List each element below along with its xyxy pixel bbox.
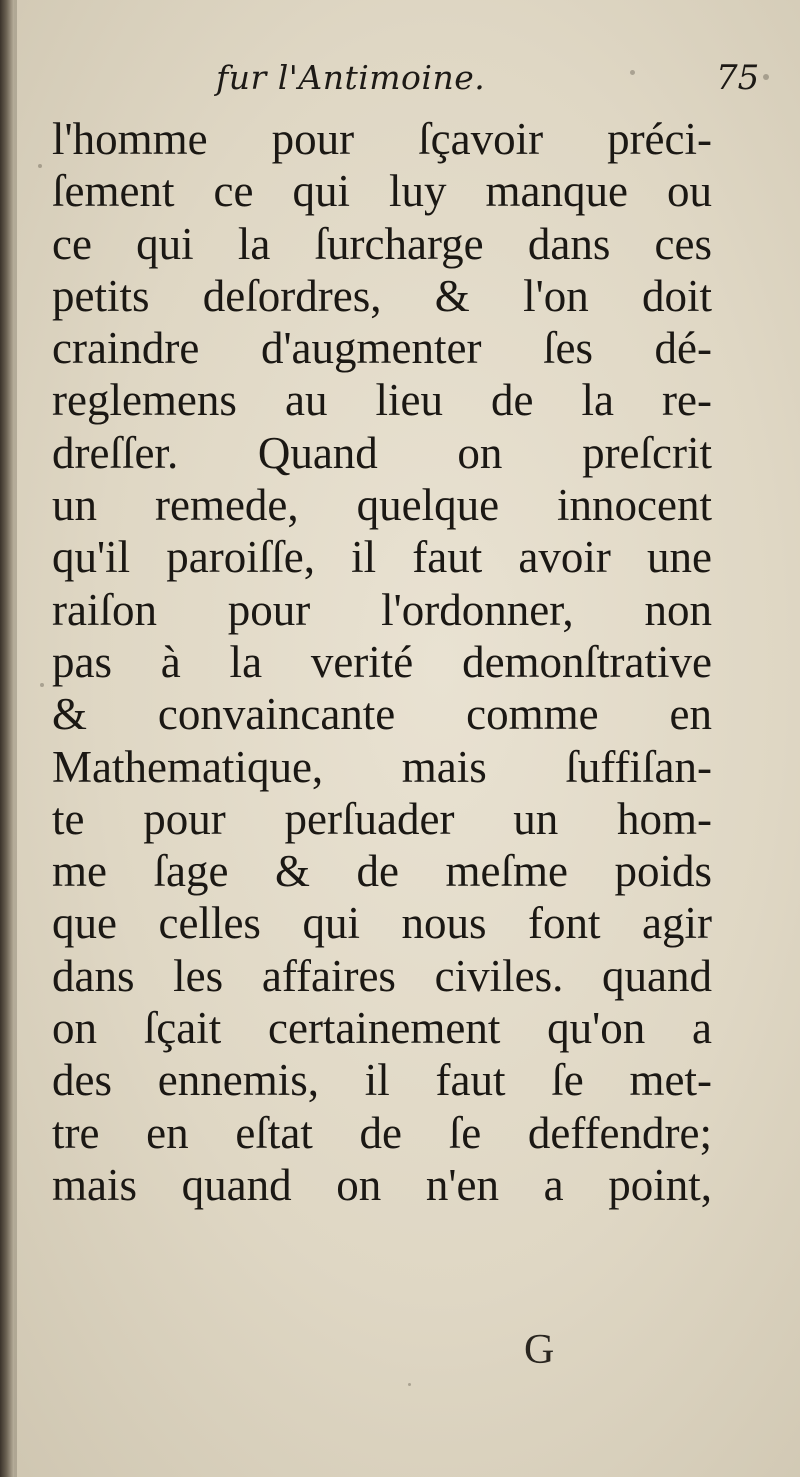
text-line: un remede, quelque innocent (52, 480, 712, 531)
text-line: dans les affaires civiles. quand (52, 950, 712, 1001)
paper-speck (40, 683, 44, 687)
body-text (52, 113, 712, 1211)
text-line: reglemens au lieu de la re- (52, 375, 712, 426)
text-line: Mathematique, mais ſuffiſan- (52, 741, 712, 792)
text-line: mais quand on n'en a point, (52, 1159, 712, 1210)
text-line: raiſon pour l'ordonner, non (52, 584, 712, 635)
running-head: fur l'Antimoine. (216, 58, 486, 97)
page-gutter-shadow (0, 0, 14, 1477)
text-line: que celles qui nous font agir (52, 898, 712, 949)
signature-mark: G (524, 1327, 555, 1373)
text-line: ſement ce qui luy manque ou (52, 166, 712, 217)
paper-speck (38, 164, 42, 168)
text-line: l'homme pour ſçavoir préci- (52, 114, 712, 164)
text-line: des ennemis, il faut ſe met- (52, 1055, 712, 1106)
text-line: petits deſordres, & l'on doit (52, 270, 712, 321)
page-number: 75 (716, 58, 760, 98)
text-line: & convaincante comme en (52, 689, 712, 740)
page-gutter-edge (14, 0, 17, 1477)
paper-speck (630, 70, 635, 75)
text-line: craindre d'augmenter ſes dé- (52, 323, 712, 374)
text-line: pas à la verité demonſtrative (52, 636, 712, 687)
text-line: me ſage & de meſme poids (52, 846, 712, 897)
text-line: dreſſer. Quand on preſcrit (52, 427, 712, 478)
text-line: tre en eſtat de ſe deffendre; (52, 1107, 712, 1158)
paper-speck (763, 74, 769, 80)
page-header (0, 58, 800, 108)
text-line: ce qui la ſurcharge dans ces (52, 218, 712, 269)
text-line: on ſçait certainement qu'on a (52, 1003, 712, 1054)
paper-speck (408, 1383, 411, 1386)
text-line: qu'il paroiſſe, il faut avoir une (52, 532, 712, 583)
text-line: te pour perſuader un hom- (52, 793, 712, 844)
